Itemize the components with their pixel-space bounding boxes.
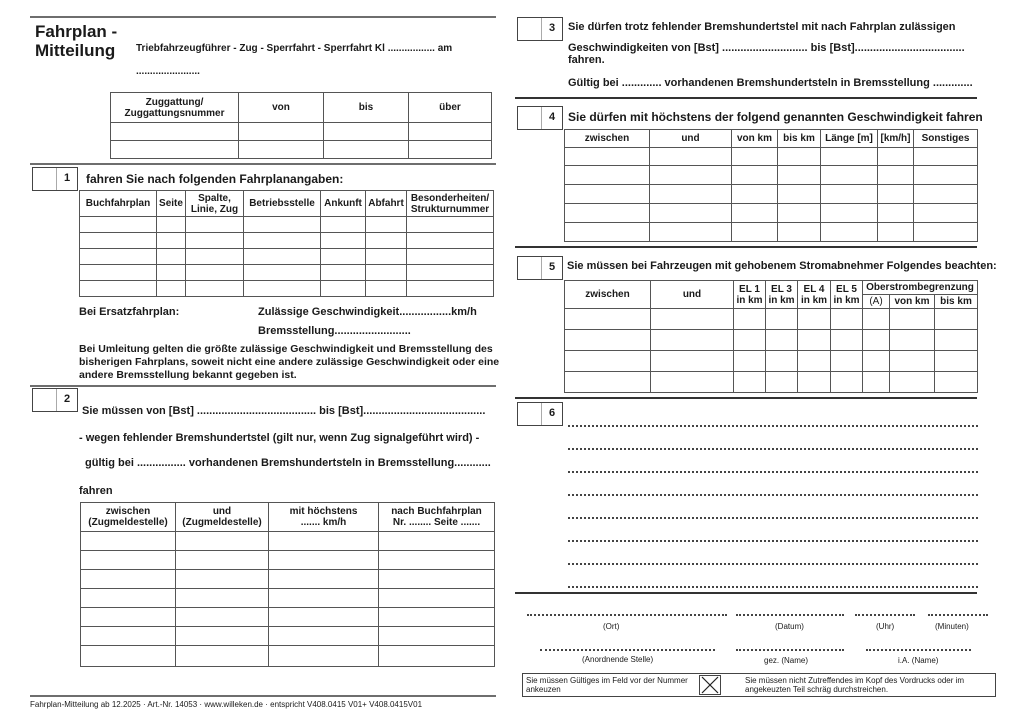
col-abfahrt: Abfahrt bbox=[366, 191, 407, 217]
cell[interactable] bbox=[186, 281, 244, 297]
umleitung-line-3: andere Bremsstellung bekannt gegeben ist. bbox=[79, 369, 297, 381]
cell[interactable] bbox=[914, 166, 978, 185]
cell[interactable] bbox=[80, 281, 157, 297]
section-number: 5 bbox=[548, 261, 556, 273]
cell[interactable] bbox=[914, 185, 978, 204]
section-6-checkbox[interactable] bbox=[517, 402, 563, 426]
section-number: 1 bbox=[63, 172, 71, 184]
cell[interactable] bbox=[878, 166, 914, 185]
gez-field[interactable] bbox=[736, 649, 844, 651]
section-1-text: fahren Sie nach folgenden Fahrplanangaben: bbox=[86, 172, 344, 186]
cell[interactable] bbox=[324, 123, 409, 141]
umleitung-line-2: bisherigen Fahrplans, soweit nicht eine andere zulässige Geschwindigkeit oder eine bbox=[79, 356, 500, 368]
cell[interactable] bbox=[239, 141, 324, 159]
section-3-line-3[interactable]: Gültig bei ............. vorhandenen Bremshundertsteln in Bremsstellung ............. bbox=[568, 77, 973, 89]
check-field[interactable] bbox=[33, 168, 57, 190]
section-number: 4 bbox=[548, 111, 556, 123]
anordnende-label: (Anordnende Stelle) bbox=[582, 655, 654, 664]
cell[interactable] bbox=[831, 372, 863, 393]
cell[interactable] bbox=[244, 249, 321, 265]
cell[interactable] bbox=[821, 148, 878, 166]
cell[interactable] bbox=[766, 330, 798, 351]
section-number: 2 bbox=[63, 393, 71, 405]
cell[interactable] bbox=[366, 217, 407, 233]
col-spalte: Spalte, Linie, Zug bbox=[186, 191, 244, 217]
col-zwischen: zwischen bbox=[565, 130, 650, 148]
cell[interactable] bbox=[80, 233, 157, 249]
cell[interactable] bbox=[778, 166, 821, 185]
cell[interactable] bbox=[186, 233, 244, 249]
title-line-2: Mitteilung bbox=[35, 41, 116, 60]
cell[interactable] bbox=[269, 608, 379, 627]
cell[interactable] bbox=[379, 532, 495, 551]
cell[interactable] bbox=[244, 281, 321, 297]
cell[interactable] bbox=[565, 330, 651, 351]
cell[interactable] bbox=[176, 570, 269, 589]
col-hoechstens: mit höchstens ....... km/h bbox=[269, 503, 379, 532]
cell[interactable] bbox=[81, 608, 176, 627]
section-2-checkbox[interactable] bbox=[32, 388, 78, 412]
umleitung-line-1: Bei Umleitung gelten die größte zulässige Geschwindigkeit und Bremsstellung des bbox=[79, 343, 493, 355]
free-text-line[interactable] bbox=[568, 540, 978, 542]
cell[interactable] bbox=[734, 372, 766, 393]
uhr-field[interactable] bbox=[855, 614, 915, 616]
col-zwischen: zwischen bbox=[565, 281, 651, 309]
cell[interactable] bbox=[81, 532, 176, 551]
section-2-fahren: fahren bbox=[79, 485, 113, 497]
cell[interactable] bbox=[366, 249, 407, 265]
uhr-label: (Uhr) bbox=[876, 622, 895, 631]
cell[interactable] bbox=[407, 249, 494, 265]
ort-label: (Ort) bbox=[603, 622, 620, 631]
col-besonderheiten: Besonderheiten/ Strukturnummer bbox=[407, 191, 494, 217]
check-field[interactable] bbox=[518, 107, 542, 129]
col-von: von bbox=[239, 93, 324, 123]
cell[interactable] bbox=[890, 330, 935, 351]
cell[interactable] bbox=[80, 265, 157, 281]
col-seite: Seite bbox=[157, 191, 186, 217]
free-text-line[interactable] bbox=[568, 563, 978, 565]
recipient-line[interactable]: Triebfahrzeugführer - Zug - Sperrfahrt - Sperrfahrt Kl ................. am bbox=[136, 43, 453, 54]
check-field[interactable] bbox=[518, 257, 542, 279]
cell[interactable] bbox=[914, 148, 978, 166]
cell[interactable] bbox=[379, 608, 495, 627]
cell[interactable] bbox=[269, 532, 379, 551]
cell[interactable] bbox=[732, 223, 778, 242]
cell[interactable] bbox=[157, 249, 186, 265]
cell[interactable] bbox=[407, 217, 494, 233]
cell[interactable] bbox=[80, 217, 157, 233]
section-2-line-1[interactable]: Sie müssen von [Bst] ....................................... bis [Bst]........................................ bbox=[82, 405, 486, 417]
section-3-checkbox[interactable] bbox=[517, 17, 563, 41]
cell[interactable] bbox=[80, 249, 157, 265]
col-zuggattung: Zuggattung/ Zuggattungsnummer bbox=[111, 93, 239, 123]
free-text-line[interactable] bbox=[568, 471, 978, 473]
cell[interactable] bbox=[798, 351, 831, 372]
legend-check-instruction: Sie müssen Gültiges im Feld vor der Nummer ankeuzen bbox=[526, 676, 688, 694]
cell[interactable] bbox=[176, 551, 269, 570]
cell[interactable] bbox=[650, 148, 732, 166]
cell[interactable] bbox=[650, 185, 732, 204]
cell[interactable] bbox=[407, 265, 494, 281]
footer-text: Fahrplan-Mitteilung ab 12.2025 · Art.-Nr. 14053 · www.willeken.de · entspricht V408.0415 V01+ V408.0415V01 bbox=[30, 700, 423, 709]
cell[interactable] bbox=[565, 148, 650, 166]
cell[interactable] bbox=[111, 141, 239, 159]
check-field[interactable] bbox=[33, 389, 57, 411]
cell[interactable] bbox=[734, 309, 766, 330]
cell[interactable] bbox=[321, 233, 366, 249]
cell[interactable] bbox=[379, 589, 495, 608]
speed-field[interactable]: Zulässige Geschwindigkeit.................km/h bbox=[258, 306, 477, 318]
col-bis-km: bis km bbox=[935, 295, 978, 309]
cell[interactable] bbox=[732, 185, 778, 204]
cell[interactable] bbox=[176, 589, 269, 608]
col-betriebsstelle: Betriebsstelle bbox=[244, 191, 321, 217]
title-line-1: Fahrplan - bbox=[35, 22, 118, 41]
cell[interactable] bbox=[239, 123, 324, 141]
legend-strike-instruction: Sie müssen nicht Zutreffendes im Kopf des Vordrucks oder im angekeuzten Teil schräg durchstreichen. bbox=[745, 676, 965, 694]
col-el5: EL 5 in km bbox=[831, 281, 863, 309]
section-5-table bbox=[564, 280, 978, 393]
cell[interactable] bbox=[821, 185, 878, 204]
cell[interactable] bbox=[157, 265, 186, 281]
col-ueber: über bbox=[409, 93, 492, 123]
cell[interactable] bbox=[176, 532, 269, 551]
cell[interactable] bbox=[409, 141, 492, 159]
section-1-checkbox[interactable] bbox=[32, 167, 78, 191]
cell[interactable] bbox=[878, 185, 914, 204]
section-3-line-2[interactable]: Geschwindigkeiten von [Bst] ............................ bis [Bst].................................... bbox=[568, 42, 965, 54]
ia-label: i.A. (Name) bbox=[898, 656, 939, 665]
cell[interactable] bbox=[111, 123, 239, 141]
col-bis: bis bbox=[324, 93, 409, 123]
cell[interactable] bbox=[651, 351, 734, 372]
cell[interactable] bbox=[650, 166, 732, 185]
section-4-checkbox[interactable] bbox=[517, 106, 563, 130]
cell[interactable] bbox=[321, 265, 366, 281]
section-number: 6 bbox=[548, 407, 556, 419]
top-rule bbox=[30, 16, 496, 18]
col-und: und bbox=[651, 281, 734, 309]
cell[interactable] bbox=[565, 223, 650, 242]
instructions-legend bbox=[522, 673, 996, 697]
cell[interactable] bbox=[650, 204, 732, 223]
cell[interactable] bbox=[650, 223, 732, 242]
section-2-line-2: - wegen fehlender Bremshundertstel (gilt nur, wenn Zug signalgeführt wird) - bbox=[79, 432, 480, 444]
cell[interactable] bbox=[407, 233, 494, 249]
col-von-km: von km bbox=[890, 295, 935, 309]
cell[interactable] bbox=[244, 217, 321, 233]
cell[interactable] bbox=[890, 372, 935, 393]
cell[interactable] bbox=[778, 204, 821, 223]
cell[interactable] bbox=[186, 249, 244, 265]
section-5-text: Sie müssen bei Fahrzeugen mit gehobenem Stromabnehmer Folgendes beachten: bbox=[567, 260, 997, 272]
col-bis-km: bis km bbox=[778, 130, 821, 148]
cell[interactable] bbox=[409, 123, 492, 141]
cell[interactable] bbox=[186, 217, 244, 233]
cell[interactable] bbox=[831, 330, 863, 351]
cell[interactable] bbox=[366, 233, 407, 249]
cell[interactable] bbox=[766, 372, 798, 393]
ort-field[interactable] bbox=[527, 614, 727, 616]
section-divider bbox=[515, 246, 977, 248]
col-el3: EL 3 in km bbox=[766, 281, 798, 309]
cell[interactable] bbox=[863, 330, 890, 351]
cell[interactable] bbox=[778, 223, 821, 242]
cross-mark-icon bbox=[699, 675, 721, 695]
date-field[interactable]: ....................... bbox=[136, 66, 200, 77]
cell[interactable] bbox=[651, 309, 734, 330]
cell[interactable] bbox=[863, 372, 890, 393]
cell[interactable] bbox=[821, 166, 878, 185]
gez-label: gez. (Name) bbox=[764, 656, 809, 665]
cell[interactable] bbox=[157, 233, 186, 249]
cell[interactable] bbox=[734, 351, 766, 372]
col-el4: EL 4 in km bbox=[798, 281, 831, 309]
cell[interactable] bbox=[565, 204, 650, 223]
cell[interactable] bbox=[321, 249, 366, 265]
col-sonstiges: Sonstiges bbox=[914, 130, 978, 148]
brake-field[interactable]: Bremsstellung......................... bbox=[258, 325, 411, 337]
col-und: und bbox=[650, 130, 732, 148]
cell[interactable] bbox=[379, 570, 495, 589]
free-text-line[interactable] bbox=[568, 425, 978, 427]
cell[interactable] bbox=[176, 627, 269, 646]
cell[interactable] bbox=[565, 309, 651, 330]
col-zwischen: zwischen (Zugmeldestelle) bbox=[81, 503, 176, 532]
cell[interactable] bbox=[565, 372, 651, 393]
cell[interactable] bbox=[935, 330, 978, 351]
ersatz-label: Bei Ersatzfahrplan: bbox=[79, 306, 180, 318]
section-2-line-3[interactable]: gültig bei ................ vorhandenen Bremshundertsteln in Bremsstellung............ bbox=[85, 457, 491, 469]
section-divider bbox=[515, 592, 977, 594]
section-divider bbox=[30, 385, 496, 387]
cell[interactable] bbox=[732, 166, 778, 185]
cell[interactable] bbox=[269, 589, 379, 608]
cell[interactable] bbox=[157, 281, 186, 297]
cell[interactable] bbox=[269, 570, 379, 589]
section-2-table bbox=[80, 502, 495, 667]
col-laenge: Länge [m] bbox=[821, 130, 878, 148]
cell[interactable] bbox=[766, 309, 798, 330]
cell[interactable] bbox=[81, 646, 176, 667]
check-field[interactable] bbox=[518, 18, 542, 40]
section-3-line-2b: fahren. bbox=[568, 54, 605, 66]
cell[interactable] bbox=[366, 281, 407, 297]
cell[interactable] bbox=[565, 351, 651, 372]
col-buchfahrplan: Buchfahrplan bbox=[80, 191, 157, 217]
cell[interactable] bbox=[878, 204, 914, 223]
cell[interactable] bbox=[407, 281, 494, 297]
footer-rule bbox=[30, 695, 496, 697]
section-4-table bbox=[564, 129, 978, 242]
minuten-field[interactable] bbox=[928, 614, 988, 616]
cell[interactable] bbox=[651, 330, 734, 351]
datum-field[interactable] bbox=[736, 614, 844, 616]
cell[interactable] bbox=[565, 185, 650, 204]
section-4-text: Sie dürfen mit höchstens der folgend genannten Geschwindigkeit fahren bbox=[568, 110, 983, 124]
cell[interactable] bbox=[321, 281, 366, 297]
cell[interactable] bbox=[878, 223, 914, 242]
cell[interactable] bbox=[732, 204, 778, 223]
cell[interactable] bbox=[81, 589, 176, 608]
cell[interactable] bbox=[81, 570, 176, 589]
minuten-label: (Minuten) bbox=[935, 622, 969, 631]
cell[interactable] bbox=[863, 351, 890, 372]
section-divider bbox=[30, 163, 496, 165]
section-5-checkbox[interactable] bbox=[517, 256, 563, 280]
cell[interactable] bbox=[831, 351, 863, 372]
cell[interactable] bbox=[878, 148, 914, 166]
cell[interactable] bbox=[890, 309, 935, 330]
cell[interactable] bbox=[176, 646, 269, 667]
col-von-km: von km bbox=[732, 130, 778, 148]
cell[interactable] bbox=[863, 309, 890, 330]
cell[interactable] bbox=[778, 185, 821, 204]
cell[interactable] bbox=[890, 351, 935, 372]
cell[interactable] bbox=[935, 351, 978, 372]
cell[interactable] bbox=[176, 608, 269, 627]
cell[interactable] bbox=[244, 233, 321, 249]
check-field[interactable] bbox=[518, 403, 542, 425]
cell[interactable] bbox=[186, 265, 244, 281]
cell[interactable] bbox=[821, 223, 878, 242]
col-ankunft: Ankunft bbox=[321, 191, 366, 217]
cell[interactable] bbox=[821, 204, 878, 223]
datum-label: (Datum) bbox=[775, 622, 804, 631]
page-title bbox=[35, 22, 117, 60]
cell[interactable] bbox=[734, 330, 766, 351]
cell[interactable] bbox=[935, 309, 978, 330]
col-kmh: [km/h] bbox=[878, 130, 914, 148]
col-el1: EL 1 in km bbox=[734, 281, 766, 309]
section-divider bbox=[515, 97, 977, 99]
cell[interactable] bbox=[379, 551, 495, 570]
free-text-line[interactable] bbox=[568, 517, 978, 519]
cell[interactable] bbox=[651, 372, 734, 393]
cell[interactable] bbox=[379, 627, 495, 646]
section-1-table bbox=[79, 190, 494, 297]
cell[interactable] bbox=[798, 309, 831, 330]
section-divider bbox=[515, 397, 977, 399]
cell[interactable] bbox=[778, 148, 821, 166]
col-ampere: (A) bbox=[863, 295, 890, 309]
cell[interactable] bbox=[914, 204, 978, 223]
section-number: 3 bbox=[548, 22, 556, 34]
cell[interactable] bbox=[914, 223, 978, 242]
ia-field[interactable] bbox=[866, 649, 971, 651]
cell[interactable] bbox=[269, 646, 379, 667]
cell[interactable] bbox=[81, 627, 176, 646]
free-text-line[interactable] bbox=[568, 448, 978, 450]
cell[interactable] bbox=[831, 309, 863, 330]
cell[interactable] bbox=[269, 627, 379, 646]
cell[interactable] bbox=[321, 217, 366, 233]
cell[interactable] bbox=[269, 551, 379, 570]
col-buchfahrplan: nach Buchfahrplan Nr. ........ Seite ....... bbox=[379, 503, 495, 532]
cell[interactable] bbox=[366, 265, 407, 281]
cell[interactable] bbox=[732, 148, 778, 166]
col-und: und (Zugmeldestelle) bbox=[176, 503, 269, 532]
anordnende-field[interactable] bbox=[540, 649, 715, 651]
cell[interactable] bbox=[766, 351, 798, 372]
free-text-line[interactable] bbox=[568, 494, 978, 496]
cell[interactable] bbox=[935, 372, 978, 393]
cell[interactable] bbox=[324, 141, 409, 159]
cell[interactable] bbox=[244, 265, 321, 281]
cell[interactable] bbox=[81, 551, 176, 570]
free-text-line[interactable] bbox=[568, 586, 978, 588]
section-3-line-1: Sie dürfen trotz fehlender Bremshundertstel mit nach Fahrplan zulässigen bbox=[568, 21, 956, 33]
cell[interactable] bbox=[798, 372, 831, 393]
col-oberstrombegrenzung: Oberstrombegrenzung bbox=[863, 281, 978, 295]
route-table bbox=[110, 92, 492, 159]
cell[interactable] bbox=[157, 217, 186, 233]
cell[interactable] bbox=[798, 330, 831, 351]
cell[interactable] bbox=[565, 166, 650, 185]
cell[interactable] bbox=[379, 646, 495, 667]
